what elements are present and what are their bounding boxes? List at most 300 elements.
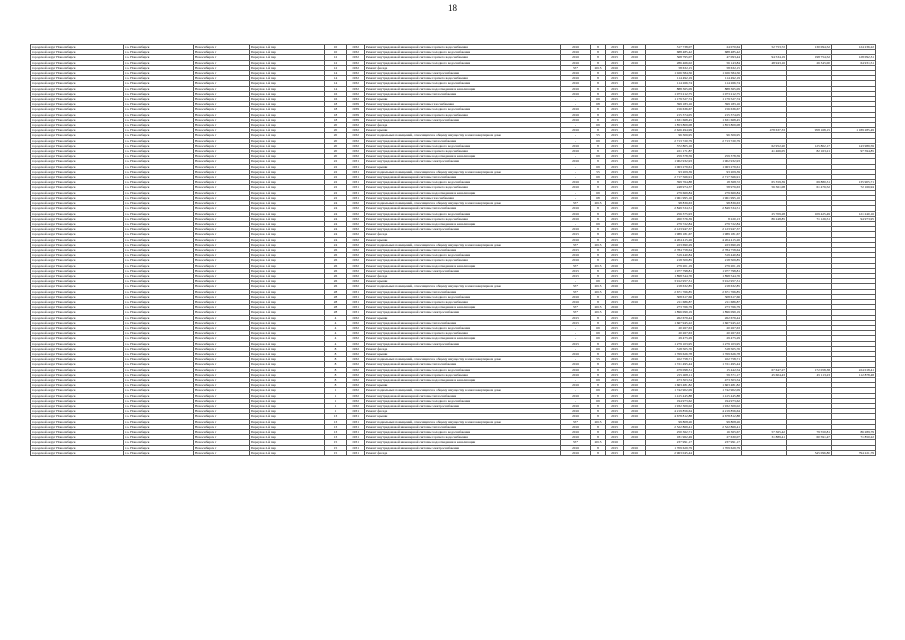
f6-cell: 8 [591,409,606,414]
repair-program-table [30,44,876,456]
work-type-cell: Ремонт внутридомовой инженерной системы электроснабжения [365,268,561,273]
cost-col-2-cell: 96 306,95 [694,133,742,138]
city-cell: Новосибирск г [194,112,250,117]
street-cell: Переулок 2-й пер [250,398,325,403]
work-type-cell: Ремонт внутридомовой инженерной системы горячего водоснабжения [365,216,561,221]
locality-cell: г.о. Новосибирск [124,362,194,367]
city-cell: Новосибирск г [194,310,250,315]
street-cell: Переулок 1-й пер [250,190,325,195]
locality-cell: г.о. Новосибирск [124,289,194,294]
city-cell: Новосибирск г [194,414,250,419]
street-cell: Переулок 2-й пер [250,372,325,377]
year-cell: 1932 [347,211,365,216]
work-type-cell: Ремонт внутридомовой инженерной системы холодного водоснабжения [365,294,561,299]
street-cell: Переулок 2-й пер [250,435,325,440]
district-cell: городской округ Новосибирск [31,149,124,154]
work-type-cell: Ремонт внутридомовой инженерной системы электроснабжения [365,227,561,232]
plan-end-cell: 2016 [624,414,646,419]
plan-end-cell: 2016 [624,351,646,356]
f6-cell: 8 [591,107,606,112]
locality-cell: г.о. Новосибирск [124,107,194,112]
street-cell: Переулок 1-й пер [250,102,325,107]
cost-col-2-cell: 93 209,39 [694,169,742,174]
plan-start-cell: 2015 [606,143,624,148]
district-cell: городской округ Новосибирск [31,123,124,128]
district-cell: городской округ Новосибирск [31,81,124,86]
city-cell: Новосибирск г [194,289,250,294]
f6-cell: 2015 [591,419,606,424]
year-cell: 1931 [347,299,365,304]
f6-cell: 2015 [591,305,606,310]
year-cell: 1932 [347,320,365,325]
year-cell: 1931 [347,430,365,435]
plan-start-cell: 2015 [606,216,624,221]
locality-cell: г.о. Новосибирск [124,294,194,299]
cnt-cell: - [561,123,591,128]
f6-cell: 8 [591,71,606,76]
cnt-cell: 2016 [561,372,591,377]
cost-col-3-cell: 31 889,41 [742,435,787,440]
house-cell: 16 [325,91,347,96]
cost-col-4-cell: 60 591,47 [787,435,832,440]
locality-cell: г.о. Новосибирск [124,273,194,278]
street-cell: Переулок 1-й пер [250,273,325,278]
f6-cell: 8 [591,211,606,216]
locality-cell: г.о. Новосибирск [124,367,194,372]
total-cost-cell: 93 209,39 [646,169,694,174]
street-cell: Переулок 2-й пер [250,346,325,351]
city-cell: Новосибирск г [194,388,250,393]
plan-end-cell: 2016 [624,190,646,195]
locality-cell: г.о. Новосибирск [124,404,194,409]
district-cell: городской округ Новосибирск [31,175,124,180]
year-cell: 1939 [347,102,365,107]
year-cell: 1931 [347,419,365,424]
total-cost-cell: 194 973,62 [646,398,694,403]
cnt-cell: 55* [561,242,591,247]
district-cell: городской округ Новосибирск [31,221,124,226]
work-type-cell: Ремонт фасада [365,450,561,455]
f6-cell: 2015 [591,284,606,289]
street-cell: Переулок 1-й пер [250,221,325,226]
street-cell: Переулок 1-й пер [250,55,325,60]
cost-col-2-cell: 888 365,09 [694,86,742,91]
plan-end-cell: 2016 [624,409,646,414]
street-cell: Переулок 1-й пер [250,201,325,206]
house-cell: 22 [325,159,347,164]
table-row [31,450,876,455]
locality-cell: г.о. Новосибирск [124,201,194,206]
plan-end-cell: 2016 [624,341,646,346]
street-cell: Переулок 1-й пер [250,305,325,310]
cnt-cell: 2016 [561,393,591,398]
locality-cell: г.о. Новосибирск [124,169,194,174]
house-cell: 18 [325,112,347,117]
plan-end-cell: 2016 [624,253,646,258]
work-type-cell: Ремонт внутридомовой инженерной системы теплоснабжения [365,206,561,211]
f6-cell: 8 [591,180,606,185]
year-cell: 1932 [347,206,365,211]
house-cell: 14 [325,71,347,76]
work-type-cell: Ремонт внутридомовой инженерной системы газоснабжения [365,102,561,107]
street-cell: Переулок 2-й пер [250,388,325,393]
work-type-cell: Ремонт крыши [365,97,561,102]
cost-col-2-cell: 215 374,05 [694,112,742,117]
f6-cell: 69 [591,221,606,226]
total-cost-cell: 2 717 566,91 [646,175,694,180]
cnt-cell: 2016 [561,404,591,409]
cnt-cell: 55* [561,305,591,310]
year-cell: 1931 [347,435,365,440]
plan-start-cell: 2015 [606,190,624,195]
district-cell: городской округ Новосибирск [31,227,124,232]
total-cost-cell: 4 678 812,88 [646,414,694,419]
street-cell: Переулок 2-й пер [250,331,325,336]
cost-col-2-cell: 218 509,85 [694,258,742,263]
plan-start-cell: 2015 [606,404,624,409]
house-cell: 26 [325,273,347,278]
plan-start-cell: 2015 [606,76,624,81]
work-type-cell: Ремонт фасада [365,346,561,351]
plan-end-cell: 2016 [624,86,646,91]
plan-start-cell: 2016 [606,305,624,310]
district-cell: городской округ Новосибирск [31,237,124,242]
total-cost-cell: 256 375,93 [646,211,694,216]
total-cost-cell: 221 171,87 [646,149,694,154]
plan-start-cell: 2015 [606,123,624,128]
house-cell: 28 [325,294,347,299]
city-cell: Новосибирск г [194,206,250,211]
cost-col-2-cell: 2 671 766,85 [694,289,742,294]
cost-col-5-cell: 794 221,79 [832,450,876,455]
year-cell: 1932 [347,346,365,351]
house-cell: 22 [325,190,347,195]
city-cell: Новосибирск г [194,268,250,273]
district-cell: городской округ Новосибирск [31,273,124,278]
locality-cell: г.о. Новосибирск [124,284,194,289]
locality-cell: г.о. Новосибирск [124,128,194,133]
plan-end-cell: 2016 [624,315,646,320]
plan-start-cell: 2015 [606,367,624,372]
year-cell: 1932 [347,138,365,143]
locality-cell: г.о. Новосибирск [124,341,194,346]
house-cell: 1 [325,404,347,409]
district-cell: городской округ Новосибирск [31,195,124,200]
cnt-cell: - [561,336,591,341]
plan-start-cell: 2016 [606,419,624,424]
cnt-cell: 2015 [561,273,591,278]
total-cost-cell: 2 713 720,79 [646,138,694,143]
city-cell: Новосибирск г [194,253,250,258]
cost-col-5-cell: 94 973,95 [832,216,876,221]
city-cell: Новосибирск г [194,440,250,445]
cnt-cell: 55* [561,65,591,70]
year-cell: 1932 [347,357,365,362]
year-cell: 1932 [347,201,365,206]
plan-end-cell: 2016 [624,123,646,128]
city-cell: Новосибирск г [194,216,250,221]
cost-col-2-cell: 308 617,66 [694,294,742,299]
total-cost-cell: 279 722,84 [646,221,694,226]
house-cell: 28 [325,289,347,294]
f6-cell: 8 [591,424,606,429]
plan-start-cell: 2015 [606,97,624,102]
city-cell: Новосибирск г [194,351,250,356]
year-cell: 1931 [347,424,365,429]
f6-cell: 8 [591,435,606,440]
city-cell: Новосибирск г [194,175,250,180]
street-cell: Переулок 1-й пер [250,268,325,273]
cost-col-2-cell: 2 849 534,51 [694,206,742,211]
plan-end-cell: 2016 [624,398,646,403]
total-cost-cell: 1 663 481,82 [646,383,694,388]
plan-start-cell: 2015 [606,180,624,185]
locality-cell: г.о. Новосибирск [124,424,194,429]
cost-col-5-cell: 86 289,79 [832,430,876,435]
cost-col-2-cell: 1 896 099,19 [694,310,742,315]
street-cell: Переулок 2-й пер [250,336,325,341]
year-cell: 1931 [347,175,365,180]
cost-col-4-cell: 125 802,17 [787,143,832,148]
f6-cell: 55 [591,357,606,362]
cost-col-3-cell: 57 365,42 [742,430,787,435]
house-cell: 16 [325,97,347,102]
work-type-cell: Ремонт внутридомовой инженерной системы горячего водоснабжения [365,149,561,154]
year-cell: 1932 [347,247,365,252]
cnt-cell: 2016 [561,294,591,299]
work-type-cell: Ремонт крыши [365,128,561,133]
locality-cell: г.о. Новосибирск [124,409,194,414]
plan-start-cell: 2015 [606,414,624,419]
cost-col-2-cell: 473 303,54 [694,378,742,383]
cost-col-2-cell: 1 721 495,44 [694,362,742,367]
plan-start-cell: 2015 [606,341,624,346]
plan-end-cell: 2016 [624,60,646,65]
total-cost-cell: 2 849 534,51 [646,206,694,211]
work-type-cell: Ремонт подвальных помещений, относящихся к общему имуществу в многоквартирном доме [365,169,561,174]
city-cell: Новосибирск г [194,258,250,263]
cost-col-5-cell: 143 989,59 [832,143,876,148]
house-cell: 8 [325,383,347,388]
plan-end-cell: 2016 [624,117,646,122]
district-cell: городской округ Новосибирск [31,367,124,372]
city-cell: Новосибирск г [194,180,250,185]
plan-start-cell: 2015 [606,164,624,169]
total-cost-cell: 1 902 932,93 [646,159,694,164]
house-cell: 22 [325,175,347,180]
house-cell: 4 [325,315,347,320]
f6-cell: 69 [591,346,606,351]
house-cell: 26 [325,253,347,258]
cost-col-5-cell: 1 189 285,49 [832,128,876,133]
street-cell: Переулок 1-й пер [250,279,325,284]
city-cell: Новосибирск г [194,97,250,102]
city-cell: Новосибирск г [194,305,250,310]
cnt-cell: 2016 [561,211,591,216]
cost-col-2-cell: 1 961 995,16 [694,195,742,200]
total-cost-cell: 218 509,85 [646,258,694,263]
street-cell: Переулок 2-й пер [250,351,325,356]
total-cost-cell: 399 764,88 [646,180,694,185]
total-cost-cell: 102 758,71 [646,357,694,362]
street-cell: Переулок 1-й пер [250,232,325,237]
house-cell: 15 [325,445,347,450]
street-cell: Переулок 2-й пер [250,362,325,367]
street-cell: Переулок 1-й пер [250,195,325,200]
f6-cell: 8 [591,117,606,122]
district-cell: городской округ Новосибирск [31,409,124,414]
street-cell: Переулок 1-й пер [250,107,325,112]
cost-col-5-cell: 72 166,94 [832,185,876,190]
total-cost-cell: 58 632,15 [646,65,694,70]
cnt-cell: 2016 [561,71,591,76]
work-type-cell: Ремонт внутридомовой инженерной системы водоотведения и канализации [365,86,561,91]
cnt-cell: 55* [561,440,591,445]
f6-cell: 69 [591,388,606,393]
locality-cell: г.о. Новосибирск [124,242,194,247]
city-cell: Новосибирск г [194,221,250,226]
city-cell: Новосибирск г [194,404,250,409]
cost-col-5-cell: 121 240,16 [832,211,876,216]
f6-cell: 2015 [591,289,606,294]
cost-col-4-cell: 198 754,52 [787,55,832,60]
cost-col-4-cell: 958 168,15 [787,128,832,133]
city-cell: Новосибирск г [194,273,250,278]
street-cell: Переулок 1-й пер [250,71,325,76]
total-cost-cell: 1 063 279,61 [646,164,694,169]
cost-col-3-cell [742,450,787,455]
city-cell: Новосибирск г [194,81,250,86]
year-cell: 1932 [347,242,365,247]
city-cell: Новосибирск г [194,185,250,190]
total-cost-cell: 1 709 629,79 [646,445,694,450]
plan-start-cell: 2015 [606,117,624,122]
city-cell: Новосибирск г [194,45,250,50]
street-cell: Переулок 1-й пер [250,175,325,180]
plan-start-cell: 2015 [606,299,624,304]
cost-col-2-cell: 47 093,44 [694,55,742,60]
total-cost-cell: 1 742 902,09 [646,388,694,393]
district-cell: городской округ Новосибирск [31,117,124,122]
plan-end-cell: 2016 [624,393,646,398]
house-cell: 8 [325,378,347,383]
cost-col-2-cell: 279 669,84 [694,190,742,195]
street-cell: Переулок 2-й пер [250,341,325,346]
work-type-cell: Ремонт внутридомовой инженерной системы электроснабжения [365,341,561,346]
district-cell: городской округ Новосибирск [31,65,124,70]
total-cost-cell: 218 632,85 [646,284,694,289]
cost-col-2-cell: 1 742 902,09 [694,388,742,393]
plan-start-cell: 2015 [606,86,624,91]
cost-col-2-cell: 1 709 629,79 [694,445,742,450]
cnt-cell: 2016 [561,143,591,148]
house-cell: 20 [325,143,347,148]
house-cell: 22 [325,195,347,200]
plan-end-cell: 2016 [624,159,646,164]
cost-col-3-cell: 52 753,72 [742,45,787,50]
city-cell: Новосибирск г [194,50,250,55]
locality-cell: г.о. Новосибирск [124,185,194,190]
cost-col-4-cell: 79 550,81 [787,430,832,435]
street-cell: Переулок 1-й пер [250,97,325,102]
street-cell: Переулок 1-й пер [250,206,325,211]
house-cell: 4 [325,336,347,341]
plan-start-cell: 2015 [606,60,624,65]
work-type-cell: Ремонт фасада [365,273,561,278]
district-cell: городской округ Новосибирск [31,216,124,221]
cost-col-4-cell: 69 880,31 [787,180,832,185]
total-cost-cell: 1 961 995,16 [646,195,694,200]
cost-col-2-cell: 262 679,44 [694,315,742,320]
city-cell: Новосибирск г [194,195,250,200]
cost-col-2-cell: 318 505,76 [694,346,742,351]
district-cell: городской округ Новосибирск [31,169,124,174]
work-type-cell: Ремонт подвальных помещений, относящихся к общему имуществу в многоквартирном доме [365,357,561,362]
city-cell: Новосибирск г [194,65,250,70]
plan-start-cell: 2015 [606,185,624,190]
plan-start-cell: 2015 [606,159,624,164]
city-cell: Новосибирск г [194,435,250,440]
plan-start-cell: 2016 [606,284,624,289]
locality-cell: г.о. Новосибирск [124,138,194,143]
f6-cell: 68 [591,102,606,107]
district-cell: городской округ Новосибирск [31,294,124,299]
cnt-cell: - [561,190,591,195]
district-cell: городской округ Новосибирск [31,71,124,76]
work-type-cell: Ремонт внутридомовой инженерной системы теплоснабжения [365,138,561,143]
locality-cell: г.о. Новосибирск [124,154,194,159]
plan-end-cell: 2016 [624,372,646,377]
locality-cell: г.о. Новосибирск [124,299,194,304]
city-cell: Новосибирск г [194,383,250,388]
total-cost-cell: 237 991,17 [646,440,694,445]
plan-end-cell: 2016 [624,346,646,351]
plan-start-cell: 2015 [606,128,624,133]
house-cell: 12 [325,60,347,65]
locality-cell: г.о. Новосибирск [124,336,194,341]
total-cost-cell: 4 204 415,26 [646,237,694,242]
city-cell: Новосибирск г [194,445,250,450]
city-cell: Новосибирск г [194,367,250,372]
plan-end-cell: 2016 [624,45,646,50]
cost-col-2-cell: 1 977 798,81 [694,268,742,273]
f6-cell: 8 [591,76,606,81]
cost-col-2-cell: 56 143,84 [694,60,742,65]
f6-cell: 69 [591,331,606,336]
year-cell: 1932 [347,362,365,367]
city-cell: Новосибирск г [194,242,250,247]
house-cell: 20 [325,149,347,154]
cost-col-2-cell: 279 201,19 [694,263,742,268]
cnt-cell: - [561,164,591,169]
work-type-cell: Ремонт крыши [365,164,561,169]
city-cell: Новосибирск г [194,336,250,341]
city-cell: Новосибирск г [194,138,250,143]
f6-cell: 8 [591,383,606,388]
house-cell: 18 [325,102,347,107]
work-type-cell: Ремонт внутридомовой инженерной системы горячего водоснабжения [365,435,561,440]
cnt-cell: 2016 [561,60,591,65]
locality-cell: г.о. Новосибирск [124,419,194,424]
district-cell: городской округ Новосибирск [31,351,124,356]
cost-col-2-cell: 4 678 812,88 [694,414,742,419]
work-type-cell: Ремонт внутридомовой инженерной системы холодного водоснабжения [365,60,561,65]
district-cell: городской округ Новосибирск [31,143,124,148]
cnt-cell: 55* [561,201,591,206]
cost-col-2-cell: 20 267,63 [694,331,742,336]
house-cell: 8 [325,372,347,377]
f6-cell: 8 [591,351,606,356]
